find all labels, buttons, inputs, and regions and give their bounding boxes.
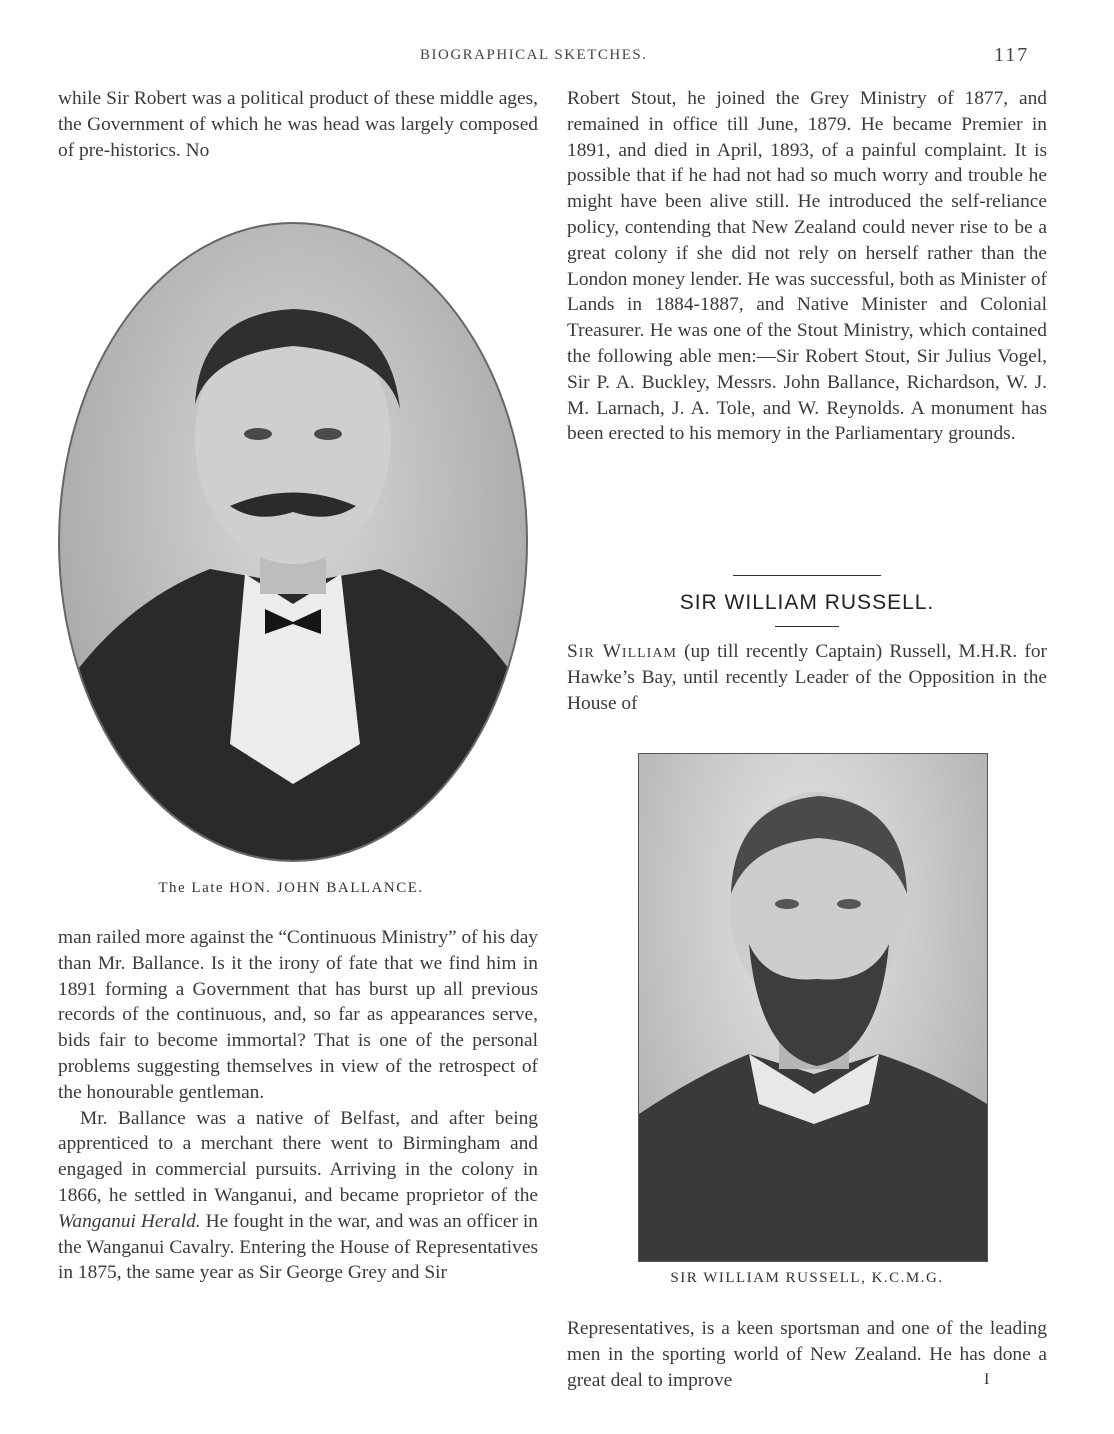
portrait-illustration	[60, 224, 526, 860]
portrait-caption-ballance: The Late HON. JOHN BALLANCE.	[158, 880, 424, 896]
text-run: (up till recently Captain) Russell, M.H.R. for Hawke’s Bay, until recently Leader of the Opposition in the House of	[567, 641, 1047, 714]
paragraph	[58, 1106, 538, 1287]
text-run: He fought in the war, and was an officer in the Wanganui Cavalry. Entering the House of Representatives in 1875, the same year as Sir George Grey and Sir	[58, 1210, 538, 1284]
portrait-william-russell	[638, 753, 988, 1262]
page-number: 117	[994, 44, 1030, 66]
paragraph	[567, 639, 1047, 716]
heading-underline	[775, 626, 839, 627]
paragraph: Representatives, is a keen sportsman and one of the leading men in the sporting world of New Zealand. He has done a great deal to improve	[567, 1318, 1047, 1391]
section-divider	[733, 575, 881, 576]
right-column-bottom	[567, 1316, 1047, 1393]
paragraph: while Sir Robert was a political product of these middle ages, the Government of which he was head was largely composed of pre-historics. No	[58, 88, 538, 161]
lead-small-caps: Sir William	[567, 641, 677, 662]
right-column-top	[567, 86, 1047, 447]
running-head: BIOGRAPHICAL SKETCHES.	[420, 47, 648, 63]
portrait-caption-russell: SIR WILLIAM RUSSELL, K.C.M.G.	[670, 1270, 944, 1286]
portrait-illustration	[639, 754, 987, 1261]
portrait-john-ballance	[58, 222, 528, 862]
left-column-top	[58, 86, 538, 163]
section-heading: SIR WILLIAM RUSSELL.	[679, 591, 935, 614]
right-column-mid	[567, 639, 1047, 716]
left-column-bottom	[58, 925, 538, 1286]
paragraph: Robert Stout, he joined the Grey Ministry of 1877, and remained in office till June, 1879. He became Premier in 1891, and died in April, 1893, of a painful complaint. It is possible that if he had not had so much worry and trouble he might have been alive still. He introduced the self-reliance policy, contending that New Zealand could never rise to be a great colony if she did not rely on herself rather than the London money lender. He was successful, both as Minister of Lands in 1884-1887, and Native Minister and Colonial Treasurer. He was one of the Stout Ministry, which contained the following able men:—Sir Robert Stout, Sir Julius Vogel, Sir P. A. Buckley, Messrs. John Ballance, Richardson, W. J. M. Larnach, J. A. Tole, and W. Reynolds. A monument has been erected to his memory in the Parliamentary grounds.	[567, 88, 1047, 445]
signature-mark: I	[984, 1371, 990, 1388]
newspaper-title: Wanganui Herald.	[58, 1210, 201, 1232]
paragraph: man railed more against the “Continuous Ministry” of his day than Mr. Ballance. Is it the irony of fate that we find him in 1891 forming a Government that has burst up all previous records of the continuous, and, so far as appearances serve, bids fair to become immortal? That is one of the personal problems suggesting themselves in view of the retrospect of the honourable gentleman.	[58, 927, 538, 1103]
text-run: Mr. Ballance was a native of Belfast, and after being apprenticed to a merchant there went to Birmingham and engaged in commercial pursuits. Arriving in the colony in 1866, he settled in Wanganui, and became proprietor of the	[58, 1107, 538, 1206]
